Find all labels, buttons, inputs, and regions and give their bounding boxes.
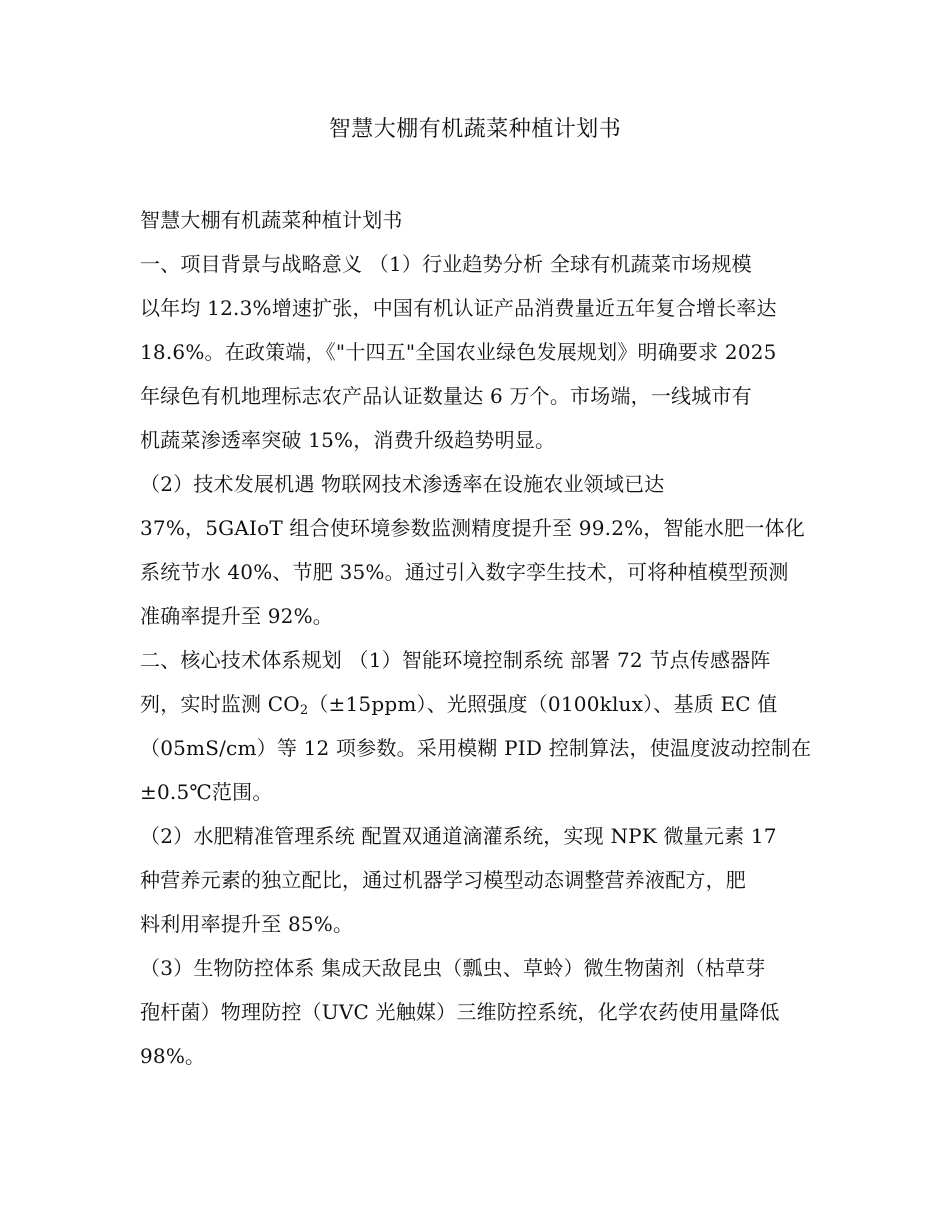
co2-text-after: （±15ppm）、光照强度（0100klux）、基质 EC 值 bbox=[308, 692, 778, 716]
paragraph-line: （05mS/cm）等 12 项参数。采用模糊 PID 控制算法，使温度波动控制在 bbox=[140, 736, 812, 760]
paragraph-line-co2 bbox=[140, 682, 812, 726]
paragraph-line: 18.6%。在政策端，《"十四五"全国农业绿色发展规划》明确要求 2025 bbox=[140, 340, 777, 364]
paragraph-line: 二、核心技术体系规划 （1）智能环境控制系统 部署 72 节点传感器阵 bbox=[140, 648, 771, 672]
co2-text-before: 列，实时监测 CO bbox=[140, 692, 300, 716]
paragraph-line: 年绿色有机地理标志农产品认证数量达 6 万个。市场端，一线城市有 bbox=[140, 384, 752, 408]
document-title: 智慧大棚有机蔬菜种植计划书 bbox=[328, 117, 622, 142]
paragraph-line: ±0.5℃范围。 bbox=[140, 780, 273, 804]
document-body bbox=[140, 198, 812, 1078]
paragraph-line: 37%，5GAIoT 组合使环境参数监测精度提升至 99.2%，智能水肥一体化 bbox=[140, 516, 805, 540]
paragraph-line: 机蔬菜渗透率突破 15%，消费升级趋势明显。 bbox=[140, 428, 556, 452]
paragraph-line: 孢杆菌）物理防控（UVC 光触媒）三维防控系统，化学农药使用量降低 bbox=[140, 1000, 780, 1024]
paragraph-line: （3）生物防控体系 集成天敌昆虫（瓢虫、草蛉）微生物菌剂（枯草芽 bbox=[140, 956, 766, 980]
paragraph-line: （2）技术发展机遇 物联网技术渗透率在设施农业领域已达 bbox=[140, 472, 665, 496]
paragraph-line: 系统节水 40%、节肥 35%。通过引入数字孪生技术，可将种植模型预测 bbox=[140, 560, 789, 584]
paragraph-line: 98%。 bbox=[140, 1044, 206, 1068]
paragraph-line: 种营养元素的独立配比，通过机器学习模型动态调整营养液配方，肥 bbox=[140, 868, 746, 892]
paragraph-line: 一、项目背景与战略意义 （1）行业趋势分析 全球有机蔬菜市场规模 bbox=[140, 252, 752, 276]
co2-subscript: 2 bbox=[299, 703, 309, 718]
paragraph-line: （2）水肥精准管理系统 配置双通道滴灌系统，实现 NPK 微量元素 17 bbox=[140, 824, 777, 848]
paragraph-line: 料利用率提升至 85%。 bbox=[140, 912, 354, 936]
body-heading: 智慧大棚有机蔬菜种植计划书 bbox=[140, 208, 403, 232]
paragraph-line: 以年均 12.3%增速扩张，中国有机认证产品消费量近五年复合增长率达 bbox=[140, 296, 777, 320]
paragraph-line: 准确率提升至 92%。 bbox=[140, 604, 334, 628]
